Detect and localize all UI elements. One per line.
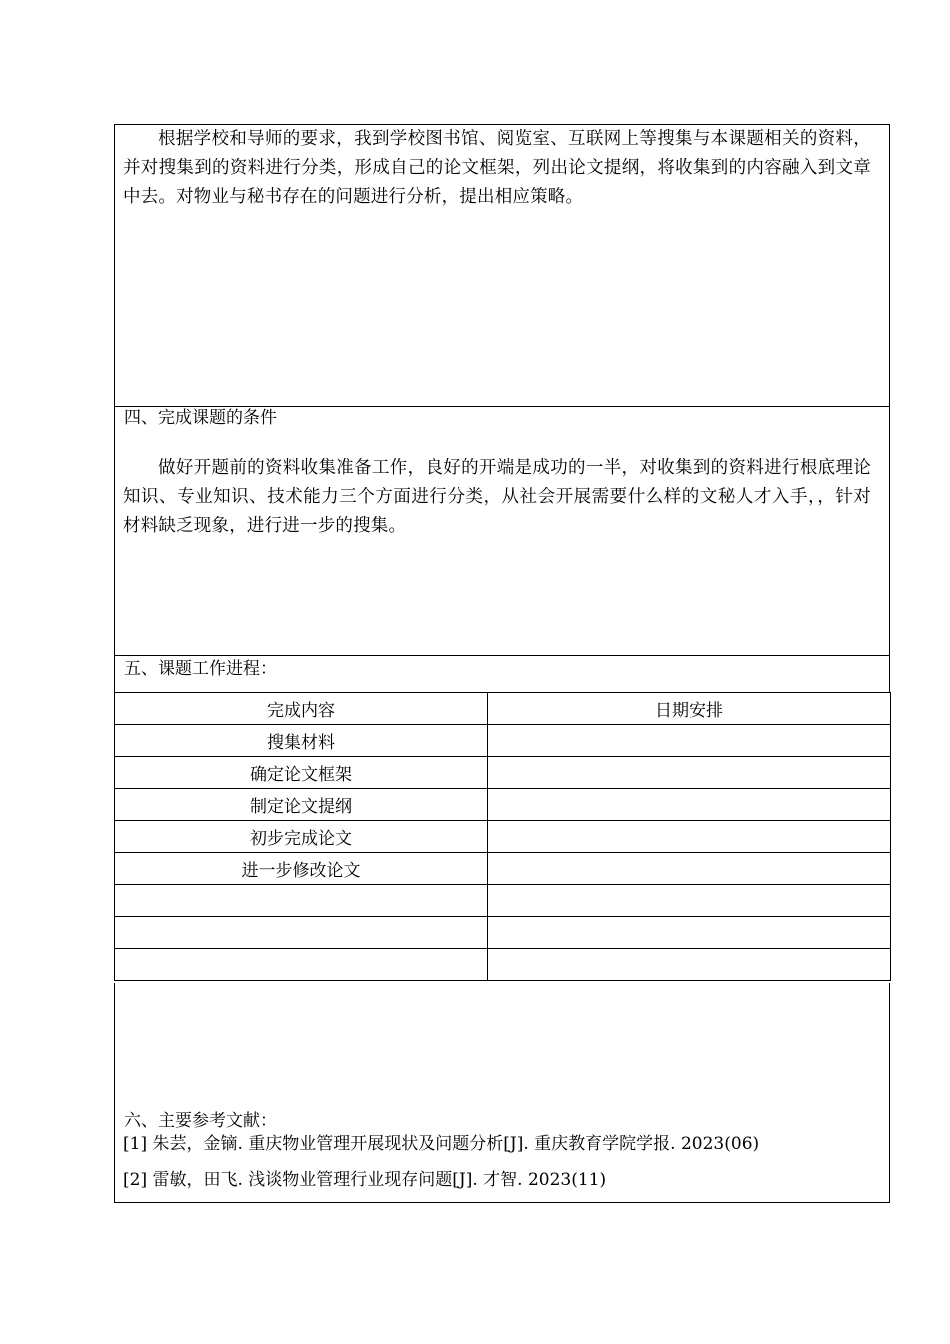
cell-content [115,885,488,917]
table-row [115,789,891,821]
table-row [115,853,891,885]
cell-content [115,949,488,981]
cell-date [488,821,891,853]
table-row [115,821,891,853]
section-5-heading-row [114,655,890,693]
reference-item: [1] 朱芸，金镝. 重庆物业管理开展现状及问题分析[J]. 重庆教育学院学报. 2023(06) [123,1134,760,1154]
cell-date [488,725,891,757]
progress-table [114,692,891,981]
cell-date [488,949,891,981]
cell-date [488,885,891,917]
cell-date [488,757,891,789]
section-6-heading: 六、主要参考文献： [124,1111,277,1131]
cell-date [488,853,891,885]
cell-date [488,917,891,949]
section-3-paragraph: 根据学校和导师的要求，我到学校图书馆、阅览室、互联网上等搜集与本课题相关的资料，并对搜集到的资料进行分类，形成自己的论文框架，列出论文提纲，将收集到的内容融入到文章中去。对物业与秘书存在的问题进行分析，提出相应策略。 [123,129,871,207]
table-row [115,949,891,981]
table-row [115,917,891,949]
section-4-paragraph: 做好开题前的资料收集准备工作，良好的开端是成功的一半，对收集到的资料进行根底理论知识、专业知识、技术能力三个方面进行分类，从社会开展需要什么样的文秘人才入手，，针对材料缺乏现象，进行进一步的搜集。 [123,458,871,536]
cell-content: 制定论文提纲 [115,789,488,821]
cell-content: 进一步修改论文 [115,853,488,885]
section-4-box [114,405,890,656]
section-6-box [114,983,890,1203]
section-4-heading: 四、完成课题的条件 [124,408,277,428]
column-header-content: 完成内容 [115,693,488,725]
section-5-heading: 五、课题工作进程： [124,659,277,679]
table-header-row [115,693,891,725]
table-row [115,885,891,917]
column-header-date: 日期安排 [488,693,891,725]
table-row [115,757,891,789]
reference-item: [2] 雷敏，田飞. 浅谈物业管理行业现存问题[J]. 才智. 2023(11) [123,1170,607,1190]
cell-content: 确定论文框架 [115,757,488,789]
cell-content [115,917,488,949]
cell-content: 初步完成论文 [115,821,488,853]
table-row [115,725,891,757]
section-3-box [114,124,890,407]
cell-date [488,789,891,821]
cell-content: 搜集材料 [115,725,488,757]
